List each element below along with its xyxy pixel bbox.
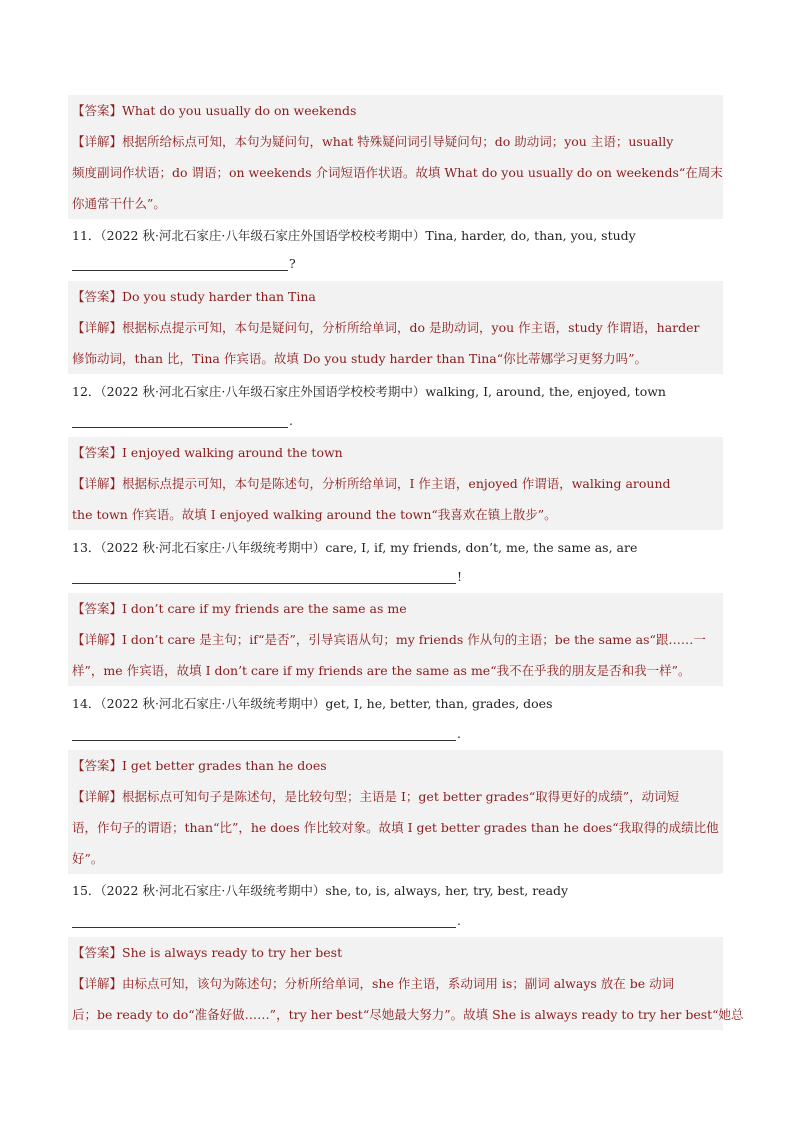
answer-blank-12[interactable] bbox=[72, 413, 293, 433]
question-11: 11．（2022 秋·河北石家庄·八年级石家庄外国语学校校考期中）Tina, harder, do, than, you, study bbox=[72, 228, 636, 243]
answer-text: I enjoyed walking around the town bbox=[122, 445, 343, 460]
answer-block-13 bbox=[68, 593, 723, 686]
answer-line bbox=[68, 437, 723, 468]
detail-text: 根据标点可知句子是陈述句，是比较句型；主语是 I；get better grades“取得更好的成绩”，动词短 bbox=[122, 789, 680, 804]
blank-punct: . bbox=[457, 913, 461, 928]
blank-punct: ! bbox=[457, 569, 463, 584]
answer-blank-14[interactable] bbox=[72, 726, 461, 746]
answer-tag: 【答案】 bbox=[72, 945, 123, 960]
answer-tag: 【答案】 bbox=[72, 758, 123, 773]
blank-punct: ? bbox=[289, 256, 296, 271]
detail-tag: 【详解】 bbox=[72, 476, 123, 491]
answer-line bbox=[68, 95, 723, 126]
detail-line: 样”，me 作宾语，故填 I don’t care if my friends are the same as me“我不在乎我的朋友是否和我一样”。 bbox=[72, 663, 691, 678]
answer-tag: 【答案】 bbox=[72, 103, 123, 118]
answer-blank-15[interactable] bbox=[72, 913, 461, 933]
answer-line bbox=[68, 750, 723, 781]
detail-text: 根据所给标点可知，本句为疑问句，what 特殊疑问词引导疑问句；do 助动词；you 主语；usually bbox=[122, 134, 674, 149]
detail-line: 你通常干什么”。 bbox=[72, 196, 166, 211]
blank-punct: . bbox=[457, 726, 461, 741]
question-15: 15．（2022 秋·河北石家庄·八年级统考期中）she, to, is, always, her, try, best, ready bbox=[72, 883, 569, 898]
detail-line: 后；be ready to do“准备好做……”，try her best“尽她最大努力”。故填 She is always ready to try her best“她总 bbox=[72, 1007, 744, 1022]
detail-text: 根据标点提示可知，本句是陈述句，分析所给单词，I 作主语，enjoyed 作谓语，walking around bbox=[122, 476, 671, 491]
detail-text: 由标点可知，该句为陈述句；分析所给单词，she 作主语，系动词用 is；副词 always 放在 be 动词 bbox=[122, 976, 675, 991]
question-13: 13．（2022 秋·河北石家庄·八年级统考期中）care, I, if, my friends, don’t, me, the same as, are bbox=[72, 540, 638, 555]
detail-tag: 【详解】 bbox=[72, 976, 123, 991]
detail-text: 根据标点提示可知，本句是疑问句，分析所给单词，do 是助动词，you 作主语，study 作谓语，harder bbox=[122, 320, 700, 335]
answer-line bbox=[68, 937, 723, 968]
answer-tag: 【答案】 bbox=[72, 445, 123, 460]
detail-tag: 【详解】 bbox=[72, 632, 123, 647]
answer-blank-13[interactable] bbox=[72, 569, 462, 589]
answer-line bbox=[68, 593, 723, 624]
blank-punct: . bbox=[289, 413, 293, 428]
question-14: 14．（2022 秋·河北石家庄·八年级统考期中）get, I, he, better, than, grades, does bbox=[72, 696, 553, 711]
answer-text: Do you study harder than Tina bbox=[122, 289, 316, 304]
detail-line: 频度副词作状语；do 谓语；on weekends 介词短语作状语。故填 What do you usually do on weekends“在周末 bbox=[72, 165, 723, 180]
answer-text: What do you usually do on weekends bbox=[122, 103, 357, 118]
detail-line bbox=[68, 968, 723, 999]
answer-text: She is always ready to try her best bbox=[122, 945, 343, 960]
detail-tag: 【详解】 bbox=[72, 134, 123, 149]
detail-line bbox=[68, 468, 723, 499]
detail-line: 好”。 bbox=[72, 851, 104, 866]
answer-block-12 bbox=[68, 437, 723, 530]
detail-line bbox=[68, 781, 723, 812]
detail-tag: 【详解】 bbox=[72, 320, 123, 335]
detail-text: I don’t care 是主句；if“是否”，引导宾语从句；my friends 作从句的主语；be the same as“跟……一 bbox=[122, 632, 706, 647]
detail-line: 语，作句子的谓语；than“比”，he does 作比较对象。故填 I get better grades than he does“我取得的成绩比他 bbox=[72, 820, 719, 835]
answer-block-11 bbox=[68, 281, 723, 374]
answer-tag: 【答案】 bbox=[72, 289, 123, 304]
detail-line: the town 作宾语。故填 I enjoyed walking around the town“我喜欢在镇上散步”。 bbox=[72, 507, 557, 522]
answer-tag: 【答案】 bbox=[72, 601, 123, 616]
detail-line bbox=[68, 126, 723, 157]
detail-line bbox=[68, 312, 723, 343]
answer-line bbox=[68, 281, 723, 312]
detail-tag: 【详解】 bbox=[72, 789, 123, 804]
answer-block-10 bbox=[68, 95, 723, 219]
answer-blank-11[interactable] bbox=[72, 256, 296, 276]
answer-text: I don’t care if my friends are the same as me bbox=[122, 601, 407, 616]
question-12: 12．（2022 秋·河北石家庄·八年级石家庄外国语学校校考期中）walking, I, around, the, enjoyed, town bbox=[72, 384, 666, 399]
answer-block-15 bbox=[68, 937, 744, 1030]
answer-block-14 bbox=[68, 750, 723, 874]
detail-line bbox=[68, 624, 723, 655]
detail-line: 修饰动词，than 比，Tina 作宾语。故填 Do you study harder than Tina“你比蒂娜学习更努力吗”。 bbox=[72, 351, 647, 366]
answer-text: I get better grades than he does bbox=[122, 758, 327, 773]
